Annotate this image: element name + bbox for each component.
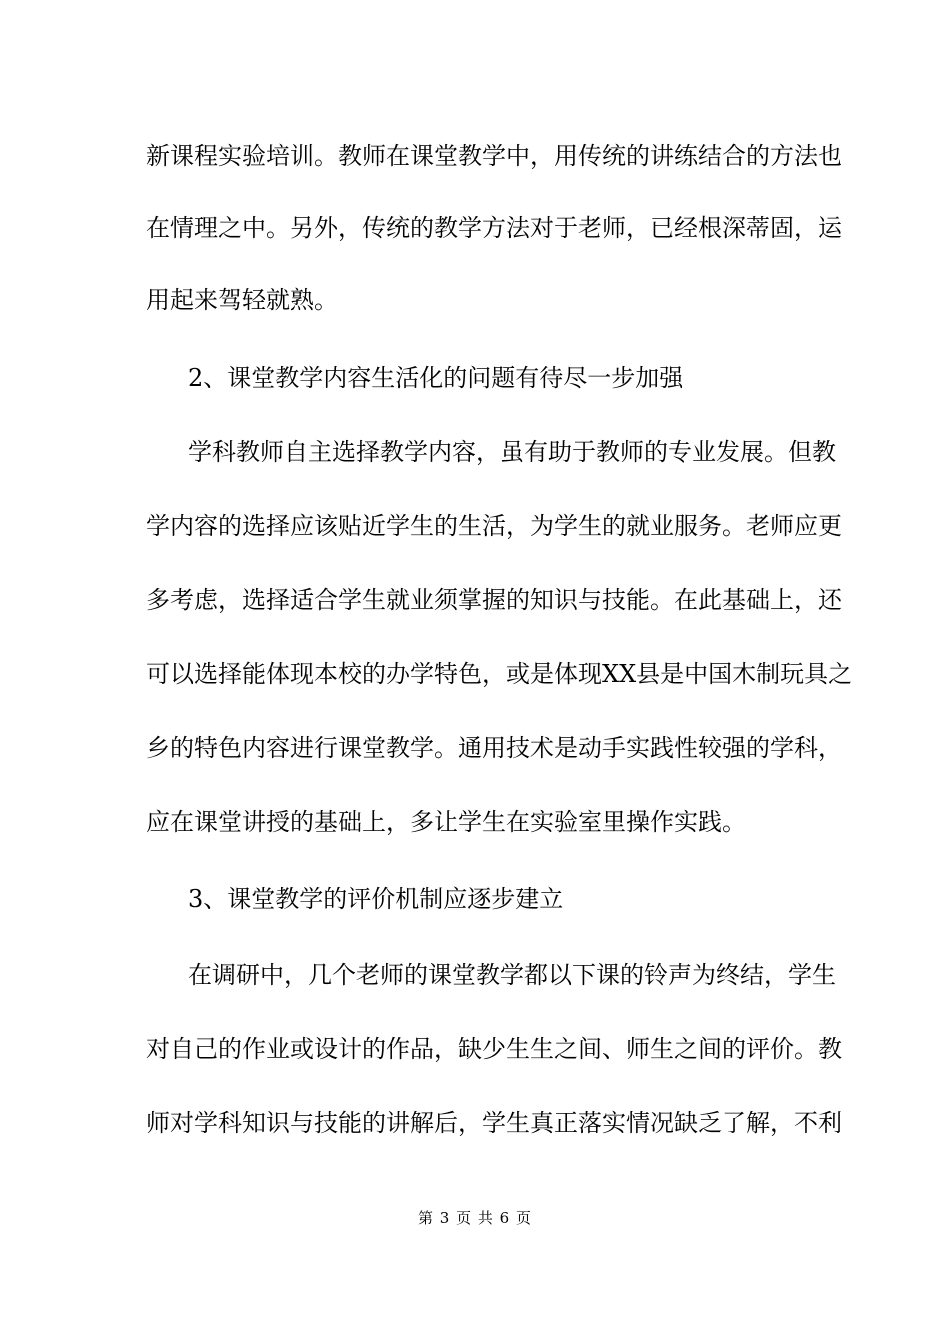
paragraph-line: 在情理之中。另外，传统的教学方法对于老师，已经根深蒂固，运 bbox=[146, 214, 842, 242]
section-heading: 3、课堂教学的评价机制应逐步建立 bbox=[188, 885, 564, 913]
paragraph-line: 学内容的选择应该贴近学生的生活，为学生的就业服务。老师应更 bbox=[146, 512, 842, 540]
paragraph-line: 可以选择能体现本校的办学特色，或是体现XX县是中国木制玩具之 bbox=[146, 660, 853, 688]
paragraph-line: 新课程实验培训。教师在课堂教学中，用传统的讲练结合的方法也 bbox=[146, 142, 842, 170]
paragraph-line: 师对学科知识与技能的讲解后，学生真正落实情况缺乏了解，不利 bbox=[146, 1109, 842, 1137]
section-heading: 2、课堂教学内容生活化的问题有待尽一步加强 bbox=[188, 364, 684, 392]
paragraph-line: 多考虑，选择适合学生就业须掌握的知识与技能。在此基础上，还 bbox=[146, 586, 842, 614]
paragraph-line: 用起来驾轻就熟。 bbox=[146, 286, 338, 314]
paragraph-line: 学科教师自主选择教学内容，虽有助于教师的专业发展。但教 bbox=[188, 438, 836, 466]
paragraph-line: 应在课堂讲授的基础上，多让学生在实验室里操作实践。 bbox=[146, 808, 746, 836]
page-number-footer: 第 3 页 共 6 页 bbox=[418, 1209, 532, 1227]
paragraph-line: 乡的特色内容进行课堂教学。通用技术是动手实践性较强的学科， bbox=[146, 734, 842, 762]
paragraph-line: 对自己的作业或设计的作品，缺少生生之间、师生之间的评价。教 bbox=[146, 1035, 842, 1063]
paragraph-line: 在调研中，几个老师的课堂教学都以下课的铃声为终结，学生 bbox=[188, 961, 836, 989]
